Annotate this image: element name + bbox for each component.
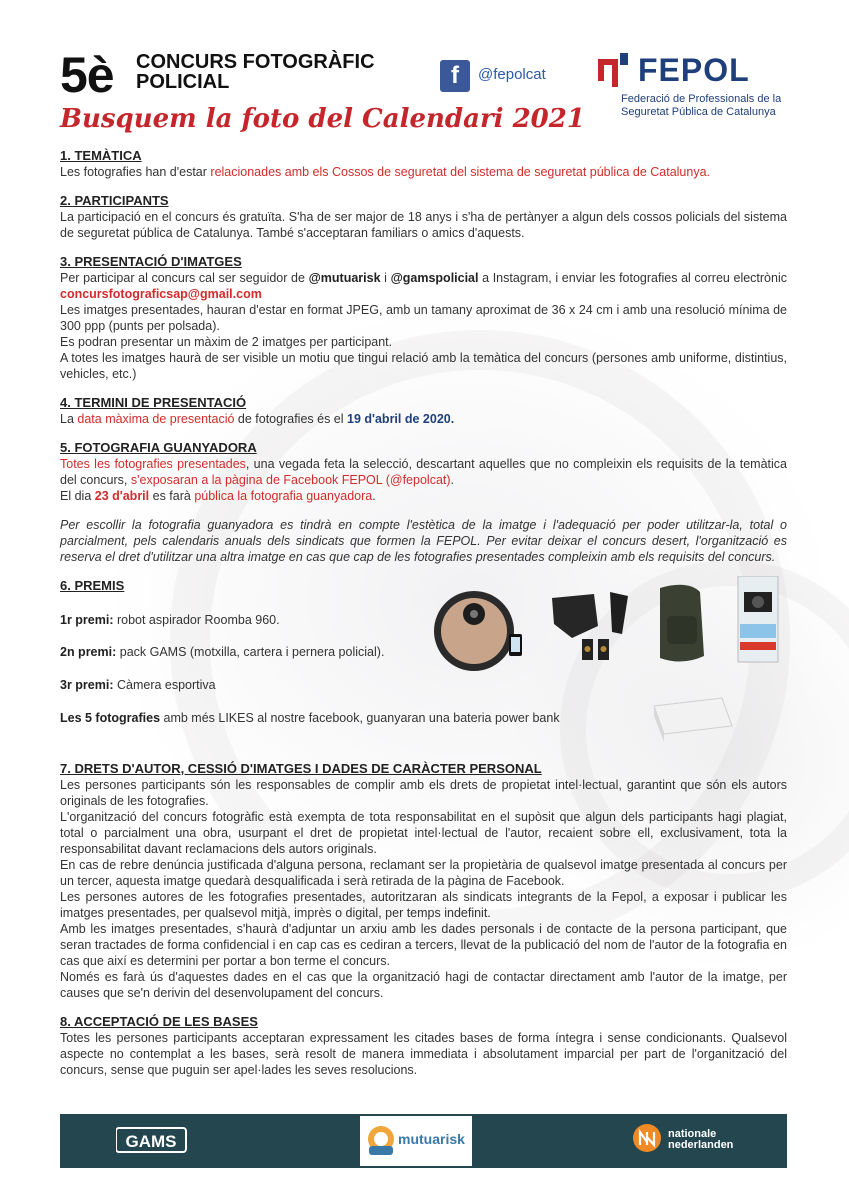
prize-images bbox=[432, 576, 792, 751]
facebook-handle[interactable]: @fepolcat bbox=[478, 66, 546, 83]
text-span: Les fotografies han d'estar bbox=[60, 165, 211, 179]
highlight-span: data màxima de presentació bbox=[77, 412, 235, 426]
section-paragraph: A totes les imatges haurà de ser visible un motiu que tingui relació amb la temàtica del concurs (persones amb uniforme, distintius, vehicles, etc.) bbox=[60, 351, 787, 381]
mutuarisk-text: mutuarisk bbox=[398, 1131, 465, 1147]
section-paragraph: Només es farà ús d'aquestes dades en el cas que la organització hagi de contactar directament amb l'autor de la imatge, per causes que se'n derivin del desenvolupament del concurs. bbox=[60, 970, 787, 1000]
section-paragraph bbox=[60, 164, 787, 180]
prize-text: pack GAMS (motxilla, cartera i pernera policial). bbox=[116, 645, 385, 659]
prize-item bbox=[60, 644, 384, 660]
prize-list bbox=[60, 594, 787, 749]
prize-text: amb més LIKES al nostre facebook, guanyaran una bateria power bank bbox=[160, 711, 560, 725]
prize-label: 3r premi: bbox=[60, 678, 114, 692]
mutuarisk-logo bbox=[360, 1116, 472, 1166]
prize-text: robot aspirador Roomba 960. bbox=[113, 613, 280, 627]
fepol-subtitle-line1: Federació de Professionals de la bbox=[621, 93, 782, 105]
section-paragraph: En cas de rebre denúncia justificada d'alguna persona, reclamant ser la propietària de qualsevol imatge presentada al concurs per un tercer, aquesta imatge quedarà desqualificada i serà retirada de la pàgina de Facebook. bbox=[60, 858, 787, 888]
prize-item bbox=[60, 612, 280, 628]
gams-handle[interactable]: @gamspolicial bbox=[390, 271, 479, 285]
section-acceptacio bbox=[60, 1014, 787, 1078]
mutuarisk-handle[interactable]: @mutuarisk bbox=[308, 271, 381, 285]
power-bank-image bbox=[654, 698, 732, 742]
section-drets bbox=[60, 761, 787, 1001]
nationale-nederlanden-text bbox=[668, 1129, 733, 1151]
section-title: 2. PARTICIPANTS bbox=[60, 193, 169, 208]
contest-title-line1: CONCURS FOTOGRÀFIC bbox=[136, 51, 375, 73]
facebook-icon[interactable]: f bbox=[440, 60, 470, 92]
highlight-span: Totes les fotografies presentades bbox=[60, 457, 246, 471]
text-span: a Instagram, i enviar les fotografies al correu electrònic bbox=[478, 271, 787, 285]
announce-date: 23 d'abril bbox=[94, 489, 150, 503]
section-paragraph: Les imatges presentades, hauran d'estar en format JPEG, amb un tamany aproximat de 36 x 24 cm i amb una resolució mínima de 300 ppp (punts per polsada). bbox=[60, 303, 787, 333]
sponsor-footer bbox=[60, 1114, 787, 1168]
section-paragraph: La participació en el concurs és gratuïta. S'ha de ser major de 18 anys i s'ha de pertànyer a algun dels cossos policials del sistema de seguretat pública de Catalunya. També s'acceptaran familiars o amics d'aquests. bbox=[60, 210, 787, 240]
section-tematica bbox=[60, 148, 787, 180]
section-termini bbox=[60, 395, 787, 427]
section-title: 4. TERMINI DE PRESENTACIÓ bbox=[60, 395, 247, 410]
section-title: 1. TEMÀTICA bbox=[60, 148, 142, 163]
gams-logo-icon bbox=[116, 1126, 200, 1154]
section-presentacio bbox=[60, 254, 787, 382]
text-span: La bbox=[60, 412, 78, 426]
edition-number: 5è bbox=[60, 47, 114, 103]
section-paragraph: Les persones participants són les responsables de complir amb els drets de propietat intel·lectual, garantint que són els autors originals de les fotografies. bbox=[60, 778, 787, 808]
prize-item bbox=[60, 677, 216, 693]
prize-label: 1r premi: bbox=[60, 613, 114, 627]
gams-logo-text: GAMS bbox=[125, 1132, 177, 1151]
fepol-subtitle-line2: Seguretat Pública de Catalunya bbox=[621, 106, 776, 118]
section-paragraph: Totes les persones participants acceptaran expressament les citades bases de forma íntegra i sense condicionants. Qualsevol aspecte no contemplat a les bases, serà resolt de manera immediata i absolutament imparcial per part de l'organització del concurs, sense que puguin ser apel·lades les seves resolucions. bbox=[60, 1031, 787, 1077]
text-span: i bbox=[380, 271, 391, 285]
prize-label: 2n premi: bbox=[60, 645, 117, 659]
text-span: . bbox=[372, 489, 376, 503]
calendar-subtitle: Busquem la foto del Calendari 2021 bbox=[60, 104, 585, 134]
nn-line1: nationale bbox=[668, 1128, 717, 1140]
section-paragraph bbox=[60, 456, 787, 488]
fepol-name: FEPOL bbox=[638, 52, 750, 88]
section-paragraph bbox=[60, 270, 787, 302]
section-paragraph: Les persones autores de les fotografies presentades, autoritzaran als sindicats integrants de la Fepol, a exposar i publicar les imatges presentades, per qualsevol mitjà, imprès o digital, per temps indefinit. bbox=[60, 890, 787, 920]
prize-text: Càmera esportiva bbox=[113, 678, 216, 692]
fepol-subtitle bbox=[621, 93, 781, 119]
highlight-span: s'exposaran a la pàgina de Facebook FEPOL (@fepolcat) bbox=[130, 473, 451, 487]
highlight-span: pública la fotografia guanyadora bbox=[194, 489, 373, 503]
section-paragraph bbox=[60, 411, 787, 427]
roomba-image bbox=[434, 591, 522, 671]
deadline-date: 19 d'abril de 2020. bbox=[347, 412, 455, 426]
text-span: de fotografies és el bbox=[234, 412, 347, 426]
contest-title bbox=[136, 52, 375, 92]
section-title: 7. DRETS D'AUTOR, CESSIÓ D'IMATGES I DADES DE CARÀCTER PERSONAL bbox=[60, 761, 542, 776]
section-paragraph bbox=[60, 488, 787, 504]
contest-title-line2: POLICIAL bbox=[136, 71, 230, 93]
section-premis bbox=[60, 578, 787, 749]
nn-line2: nederlanden bbox=[668, 1139, 734, 1151]
selection-note: Per escollir la fotografia guanyadora es tindrà en compte l'estètica de la imatge i l'adequació per poder utilitzar-la, total o parcialment, pels calendaris anuals dels sindicats que formen la FEPOL. Per evitar deixar el concurs desert, l'organització es reserva el dret d'utilitzar una altra imatge en cas que cap de les fotografies presentades compleixin amb els requisits del concurs. bbox=[60, 518, 787, 564]
text-span: . bbox=[450, 473, 455, 487]
section-title: 8. ACCEPTACIÓ DE LES BASES bbox=[60, 1014, 258, 1029]
section-paragraph: L'organització del concurs fotogràfic està exempta de tota responsabilitat en el supòsit que algun dels participants hagi plagiat, total o parcialment una obra, usurpant el dret de propietat intel·lectual de l'autor, recaient sobre ell, exclusivament, tota la responsabilitat davant reclamacions dels autors originals. bbox=[60, 810, 787, 856]
gams-pack-image bbox=[552, 585, 704, 662]
text-span: , una vegada feta la selecció, descartant aquelles que no compleixin els requisits de la temàtica del concurs, bbox=[60, 457, 787, 487]
email-link[interactable]: concursfotograficsap@gmail.com bbox=[60, 287, 262, 301]
nationale-nederlanden-logo-icon bbox=[632, 1123, 662, 1153]
mutuarisk-logo-icon bbox=[366, 1124, 396, 1158]
text-span: es farà bbox=[149, 489, 195, 503]
section-title: 3. PRESENTACIÓ D'IMATGES bbox=[60, 254, 242, 269]
prize-label: Les 5 fotografies bbox=[60, 711, 161, 725]
section-title: 6. PREMIS bbox=[60, 578, 125, 593]
section-title: 5. FOTOGRAFIA GUANYADORA bbox=[60, 440, 257, 455]
section-paragraph: Es podran presentar un màxim de 2 imatges per participant. bbox=[60, 335, 393, 349]
text-span: El dia bbox=[60, 489, 95, 503]
section-participants bbox=[60, 193, 787, 241]
section-guanyadora bbox=[60, 440, 787, 565]
section-paragraph: Amb les imatges presentades, s'haurà d'adjuntar un arxiu amb les dades personals i de contacte de la persona participant, que seran tractades de forma confidencial i en cap cas es cediran a tercers, llevat de la publicació del nom de l'autor de la fotografia en cas que així es determini per portar a bon terme el concurs. bbox=[60, 922, 787, 968]
fepol-logo-icon bbox=[598, 53, 628, 87]
header bbox=[60, 0, 787, 142]
sports-camera-image bbox=[738, 576, 778, 662]
highlight-span: relacionades amb els Cossos de seguretat del sistema de seguretat pública de Catalunya. bbox=[210, 165, 711, 179]
text-span: Per participar al concurs cal ser seguidor de bbox=[60, 271, 309, 285]
